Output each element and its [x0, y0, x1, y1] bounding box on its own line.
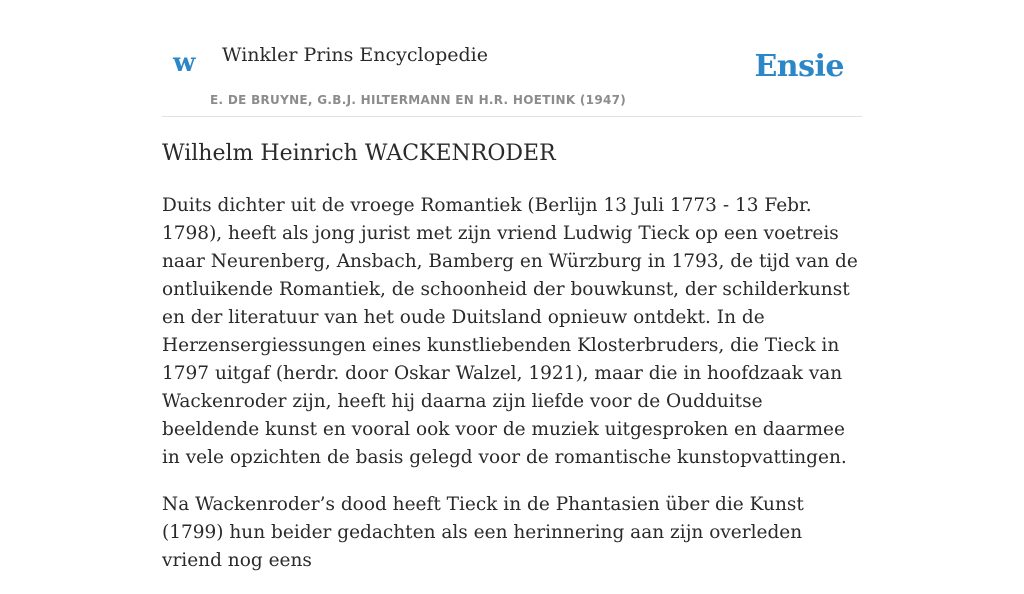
ensie-brand-logo[interactable]: Ensie [754, 49, 844, 84]
winkler-prins-logo-icon[interactable]: w [173, 48, 196, 78]
article-paragraph: Duits dichter uit de vroege Romantiek (Berlijn 13 Juli 1773 - 13 Febr. 1798), heeft als jong jurist met zijn vriend Ludwig Tieck op een voetreis naar Neurenberg, Ansbach, Bamberg en Würzburg in 1793, de tijd van de ontluikende Romantiek, de schoonheid der bouwkunst, der schilderkunst en der literatuur van het oude Duitsland opnieuw ontdekt. In de Herzensergiessungen eines kunstliebenden Klosterbruders, die Tieck in 1797 uitgaf (herdr. door Oskar Walzel, 1921), maar die in hoofdzaak van Wackenroder zijn, heeft hij daarna zijn liefde voor de Oudduitse beeldende kunst en vooral ook voor de muziek uitgesproken en daarmee in vele opzichten de basis gelegd voor de romantische kunstopvattingen. [162, 195, 858, 468]
source-authors: E. DE BRUYNE, G.B.J. HILTERMANN EN H.R. HOETINK (1947) [210, 93, 627, 107]
site-header [162, 0, 862, 117]
site-title[interactable]: Winkler Prins Encyclopedie [222, 44, 488, 66]
page-container [162, 0, 862, 571]
article-paragraph: Na Wackenroder’s dood heeft Tieck in de Phantasien über die Kunst (1799) hun beider gedachten als een herinnering aan zijn overleden vriend nog eens [162, 494, 804, 571]
article-title: Wilhelm Heinrich WACKENRODER [162, 141, 556, 166]
article-body [162, 192, 862, 594]
